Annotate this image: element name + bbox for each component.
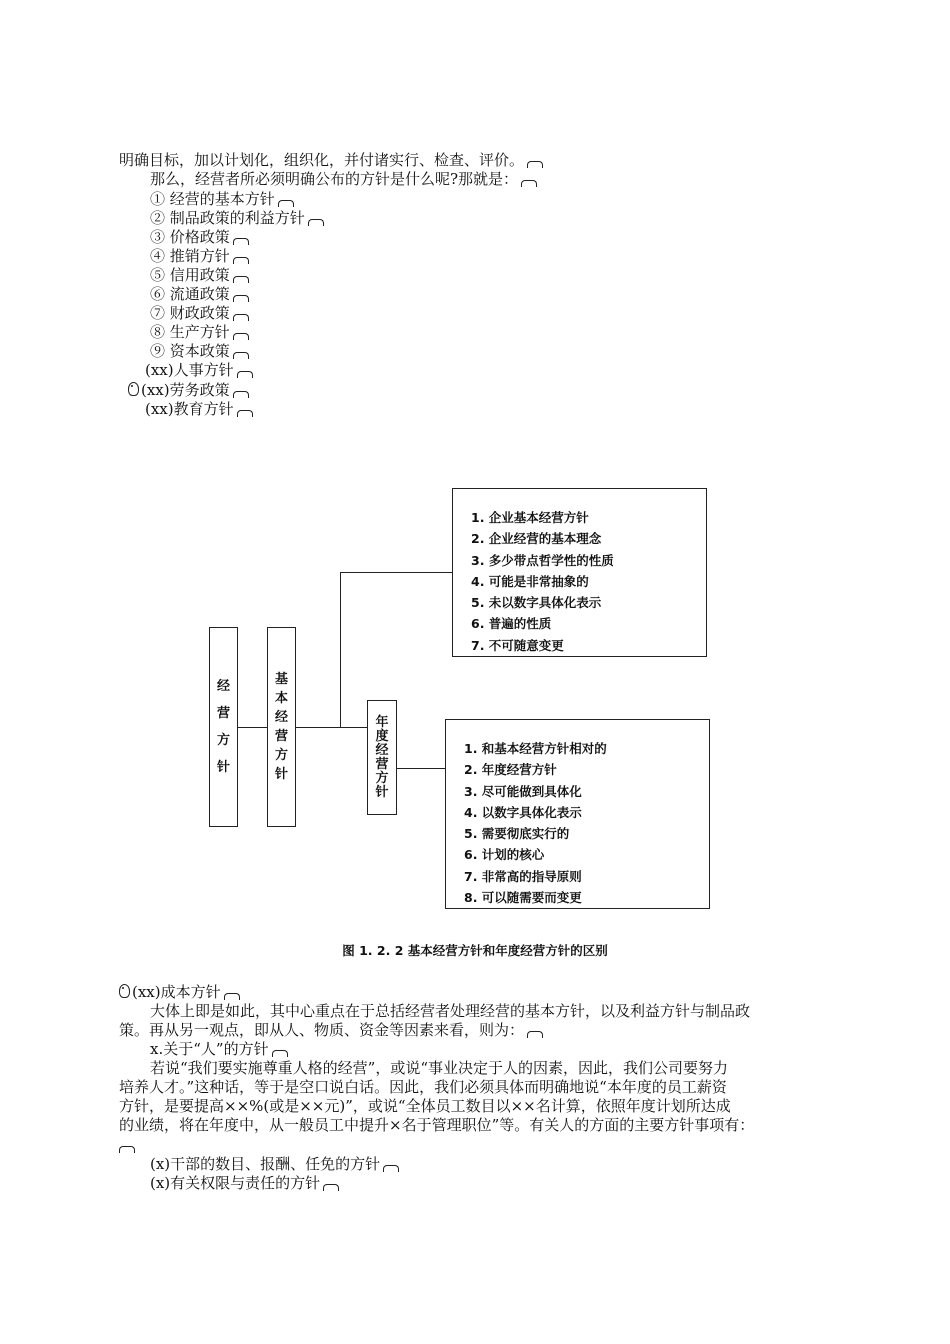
paragraph-mark-icon — [233, 391, 249, 398]
list-item: 3. 多少带点哲学性的性质 — [471, 552, 614, 568]
list-item — [150, 228, 249, 247]
paragraph-text: 方针，是要提高××%(或是××元)”，或说“全体员工数目以××名计算，依照年度计划所达成 — [119, 1097, 731, 1115]
figure-caption: 图 1. 2. 2 基本经营方针和年度经营方针的区别 — [342, 943, 608, 958]
list-item-text: ⑧ 生产方针 — [150, 323, 230, 341]
list-item: 4. 以数字具体化表示 — [464, 804, 582, 820]
box-char: 方 — [216, 733, 230, 748]
list-item: 2. 年度经营方针 — [464, 762, 557, 778]
paragraph-mark-icon — [521, 180, 537, 187]
penguin-icon — [128, 382, 139, 396]
paragraph-mark-icon — [237, 410, 253, 417]
list-item-text: ④ 推销方针 — [150, 247, 230, 265]
list-item: 5. 未以数字具体化表示 — [471, 595, 602, 611]
box-char: 经 — [216, 679, 230, 694]
box-management-policy — [209, 627, 238, 827]
box-char: 针 — [274, 767, 288, 782]
paragraph-mark-icon — [323, 1184, 339, 1191]
box-char: 方 — [375, 771, 389, 786]
list-item: 5. 需要彻底实行的 — [464, 826, 570, 842]
list-item: 7. 非常高的指导原则 — [464, 868, 582, 884]
connector-line — [397, 768, 445, 769]
box-char: 营 — [274, 729, 288, 744]
paragraph-line — [150, 1059, 728, 1078]
penguin-icon — [119, 984, 130, 998]
box-char: 针 — [216, 760, 230, 775]
paragraph-mark-icon — [527, 1031, 543, 1038]
paragraph-text: 的业绩，将在年度中，从一般员工中提升×名于管理职位”等。有关人的方面的主要方针事项有： — [119, 1116, 755, 1134]
box-char: 营 — [375, 757, 389, 772]
list-item — [150, 342, 249, 361]
list-item-text: (x)干部的数目、报酬、任免的方针 — [150, 1155, 381, 1173]
connector-line — [340, 572, 341, 728]
paragraph-line — [119, 1078, 727, 1097]
paragraph-text: 大体上即是如此，其中心重点在于总括经营者处理经营的基本方针，以及利益方针与制品政 — [150, 1002, 751, 1020]
paragraph-mark-icon — [224, 993, 240, 1000]
paragraph-mark-icon — [308, 219, 324, 226]
box-char: 经 — [375, 743, 389, 758]
paragraph-text: 那么，经营者所必须明确公布的方针是什么呢?那就是： — [150, 170, 519, 188]
paragraph-intro — [119, 151, 543, 170]
list-item — [150, 190, 294, 209]
paragraph-line — [150, 1002, 750, 1021]
paragraph-mark-icon — [233, 276, 249, 283]
paragraph-text: 策。再从另一观点，即从人、物质、资金等因素来看，则为： — [119, 1021, 525, 1039]
box-char: 本 — [274, 691, 288, 706]
list-item — [150, 285, 249, 304]
list-item — [150, 1174, 339, 1193]
paragraph-line — [119, 1021, 543, 1040]
list-item: 1. 企业基本经营方针 — [471, 510, 589, 525]
list-item-text: (xx)成本方针 — [132, 983, 221, 1001]
paragraph-mark-icon — [233, 295, 249, 302]
list-item-text: ⑨ 资本政策 — [150, 342, 230, 360]
box-char: 年 — [375, 715, 389, 730]
list-item-text: (x)有关权限与责任的方针 — [150, 1174, 321, 1192]
box-char: 营 — [216, 706, 230, 721]
paragraph-mark-icon — [237, 371, 253, 378]
list-item — [119, 983, 240, 1002]
box-char: 基 — [274, 672, 288, 687]
list-item — [145, 361, 253, 380]
connector-line — [238, 727, 267, 728]
paragraph-line — [119, 1136, 135, 1155]
paragraph-mark-icon — [233, 314, 249, 321]
section-heading — [150, 1040, 288, 1059]
box-char: 方 — [274, 748, 288, 763]
paragraph-mark-icon — [383, 1165, 399, 1172]
connector-line — [340, 727, 367, 728]
list-item — [145, 400, 253, 419]
connector-line — [296, 727, 340, 728]
list-item-text: ② 制品政策的利益方针 — [150, 209, 305, 227]
box-char: 度 — [375, 729, 389, 744]
list-item-text: (xx)教育方针 — [145, 400, 234, 418]
list-item: 1. 和基本经营方针相对的 — [464, 741, 607, 756]
box-basic-features — [452, 488, 707, 657]
list-item: 7. 不可随意变更 — [471, 637, 564, 653]
connector-line — [340, 572, 452, 573]
list-item-text: ③ 价格政策 — [150, 228, 230, 246]
paragraph-question — [150, 170, 537, 189]
box-char: 针 — [375, 785, 389, 800]
paragraph-text: 明确目标，加以计划化，组织化，并付诸实行、检查、评价。 — [119, 151, 525, 169]
list-item — [150, 323, 249, 342]
paragraph-line — [119, 1097, 731, 1116]
list-item — [128, 381, 249, 400]
paragraph-mark-icon — [278, 200, 294, 207]
list-item: 4. 可能是非常抽象的 — [471, 573, 589, 589]
list-item-text: ① 经营的基本方针 — [150, 190, 275, 208]
box-annual-features — [445, 719, 710, 909]
list-item: 6. 普遍的性质 — [471, 616, 552, 632]
paragraph-text: 培养人才。”这种话，等于是空口说白话。因此，我们必须具体而明确地说“本年度的员工薪资 — [119, 1078, 727, 1096]
list-item — [150, 209, 324, 228]
list-item — [150, 266, 249, 285]
list-item-text: ⑦ 财政政策 — [150, 304, 230, 322]
paragraph-mark-icon — [272, 1050, 288, 1057]
list-item-text: ⑥ 流通政策 — [150, 285, 230, 303]
box-char: 经 — [274, 710, 288, 725]
paragraph-mark-icon — [233, 257, 249, 264]
box-basic-policy — [267, 627, 296, 827]
list-item-text: (xx)劳务政策 — [141, 381, 230, 399]
paragraph-mark-icon — [233, 238, 249, 245]
list-item — [150, 247, 249, 266]
paragraph-mark-icon — [119, 1146, 135, 1153]
list-item-text: ⑤ 信用政策 — [150, 266, 230, 284]
paragraph-mark-icon — [527, 161, 543, 168]
list-item: 6. 计划的核心 — [464, 847, 545, 863]
list-item: 3. 尽可能做到具体化 — [464, 783, 582, 799]
paragraph-line — [119, 1116, 754, 1135]
paragraph-mark-icon — [233, 333, 249, 340]
list-item: 2. 企业经营的基本理念 — [471, 531, 602, 547]
list-item — [150, 1155, 399, 1174]
list-item: 8. 可以随需要而变更 — [464, 890, 582, 906]
list-item-text: (xx)人事方针 — [145, 361, 234, 379]
box-annual-policy — [367, 700, 397, 815]
heading-text: x.关于“人”的方针 — [150, 1040, 269, 1058]
paragraph-mark-icon — [233, 352, 249, 359]
list-item — [150, 304, 249, 323]
paragraph-text: 若说“我们要实施尊重人格的经营”，或说“事业决定于人的因素，因此，我们公司要努力 — [150, 1059, 729, 1077]
